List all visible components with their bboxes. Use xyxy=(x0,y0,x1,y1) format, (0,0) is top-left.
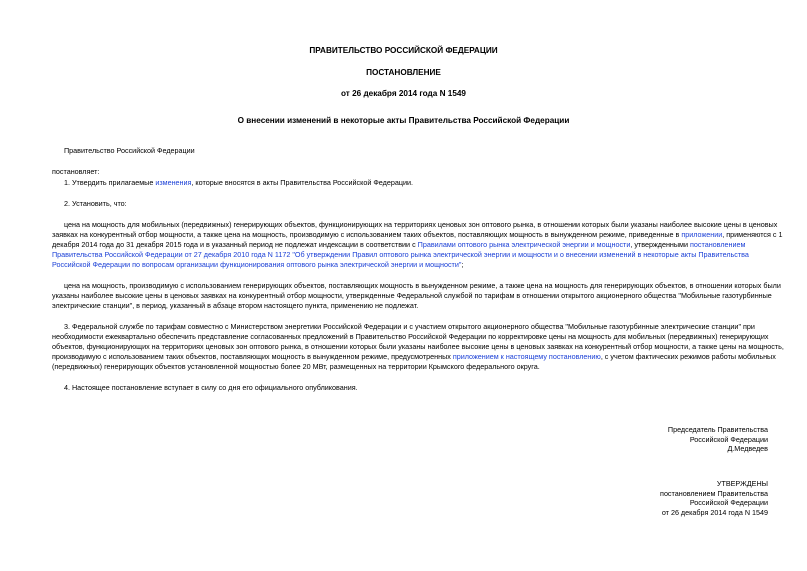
p2a-line2-post: , применяются с 1 xyxy=(722,230,783,239)
paragraph-2a-line-5 xyxy=(52,260,463,270)
paragraph-1 xyxy=(64,178,413,188)
p3-line4-post: , с учетом фактических режимов работы мобильных xyxy=(600,352,776,361)
link-appendix[interactable]: приложении xyxy=(681,230,723,239)
signature-line-3: Д.Медведев xyxy=(727,444,768,454)
paragraph-3-line-3: объектов, функционирующих на территориях ценовых зон оптового рынка, в отношении которых были указаны наиболее высокие цены в ценовых заявках на конкурентный отбор мощности, а также цены на мощность, xyxy=(52,342,784,351)
paragraph-2a-line-1: цена на мощность для мобильных (передвижных) генерирующих объектов, функционирующих на территориях ценовых зон оптового рынка, в отношении которых были указаны наиболее высокие цены в ценовых xyxy=(64,220,778,229)
link-resolution-1172-cont[interactable]: Российской Федерации по вопросам организации функционирования оптового рынка электрической энергии и мощности" xyxy=(52,260,462,269)
p3-line4-pre: производимую с использованием таких объектов, поставляющих мощность в вынужденном режиме, предусмотренных xyxy=(52,352,453,361)
paragraph-2: 2. Установить, что: xyxy=(64,199,127,208)
header-date-number: от 26 декабря 2014 года N 1549 xyxy=(341,89,466,98)
signature-line-2: Российской Федерации xyxy=(689,434,768,444)
p2a-line2-pre: заявках на конкурентный отбор мощности, а также цена на мощность, производимую с использованием таких объектов, поставляющих мощность в вынужденном режиме, приведенные в xyxy=(52,230,682,239)
link-appendix-resolution[interactable]: приложением к настоящему постановлению xyxy=(452,352,601,361)
paragraph-2b-line-3: электрические станции", в период, указанный в абзаце втором настоящего пункта, применению не подлежат. xyxy=(52,301,419,310)
paragraph-3-line-2: необходимости ежеквартально обеспечить представление согласованных предложений в Правительство Российской Федерации по корректировке цены на мощность для мобильных (передвижных) генерирующих xyxy=(52,332,769,341)
paragraph-2b-line-2: указаны наиболее высокие цены в ценовых заявках на конкурентный отбор мощности, утвержденные Федеральной службой по тарифам в отношении открытого акционерного общества "Мобильные газотурбинные xyxy=(52,291,772,300)
link-market-rules[interactable]: Правилами оптового рынка электрической энергии и мощности xyxy=(417,240,631,249)
paragraph-2a-line-2 xyxy=(52,230,782,240)
p2a-line3-pre: декабря 2014 года до 31 декабря 2015 года и в указанный период не подлежат индексации в соответствии с xyxy=(52,240,418,249)
approved-line-1: УТВЕРЖДЕНЫ xyxy=(716,479,768,488)
link-resolution-1172[interactable]: Правительства Российской Федерации от 27 декабря 2010 года N 1172 "Об утверждении Правил оптового рынка электрической энергии и мощности и о внесении изменений в некоторые акты Правительства xyxy=(52,250,749,259)
header-doc-type: ПОСТАНОВЛЕНИЕ xyxy=(366,68,441,77)
paragraph-4: 4. Настоящее постановление вступает в силу со дня его официального опубликования. xyxy=(64,383,358,392)
paragraph-3-line-4 xyxy=(52,352,776,362)
approved-line-2: постановлением Правительства xyxy=(660,488,768,498)
link-changes[interactable]: изменения xyxy=(155,178,192,187)
paragraph-1-text-pre: 1. Утвердить прилагаемые xyxy=(64,178,156,187)
signature-block xyxy=(560,425,768,454)
document-title: О внесении изменений в некоторые акты Правительства Российской Федерации xyxy=(237,116,570,125)
p2a-line3-mid: , утвержденными xyxy=(630,240,691,249)
resolves-line: постановляет: xyxy=(52,167,100,176)
paragraph-2a-line-3 xyxy=(52,240,745,250)
paragraph-3-line-1: 3. Федеральной службе по тарифам совместно с Министерством энергетики Российской Федерации и с участием открытого акционерного общества "Мобильные газотурбинные электрические станции" при xyxy=(64,322,755,331)
paragraph-3-line-5: (передвижных) генерирующих объектов установленной мощностью более 20 МВт, размещенных на территории Крымского федерального округа. xyxy=(52,362,540,371)
approved-line-4: от 26 декабря 2014 года N 1549 xyxy=(661,507,768,517)
approved-block xyxy=(560,479,768,517)
paragraph-2b-line-1: цена на мощность, производимую с использованием генерирующих объектов, поставляющих мощность в вынужденном режиме, а также цена на мощность для генерирующих объектов, в отношении которых были xyxy=(64,281,781,290)
link-resolution[interactable]: постановлением xyxy=(690,240,746,249)
approved-line-3: Российской Федерации xyxy=(689,498,768,508)
paragraph-2a-line-4 xyxy=(52,250,749,260)
govt-line: Правительство Российской Федерации xyxy=(64,146,195,155)
signature-line-1: Председатель Правительства xyxy=(667,425,768,434)
header-org: ПРАВИТЕЛЬСТВО РОССИЙСКОЙ ФЕДЕРАЦИИ xyxy=(309,46,498,55)
paragraph-1-text-post: , которые вносятся в акты Правительства Российской Федерации. xyxy=(191,178,413,187)
p2a-line5-post: ; xyxy=(461,260,464,269)
